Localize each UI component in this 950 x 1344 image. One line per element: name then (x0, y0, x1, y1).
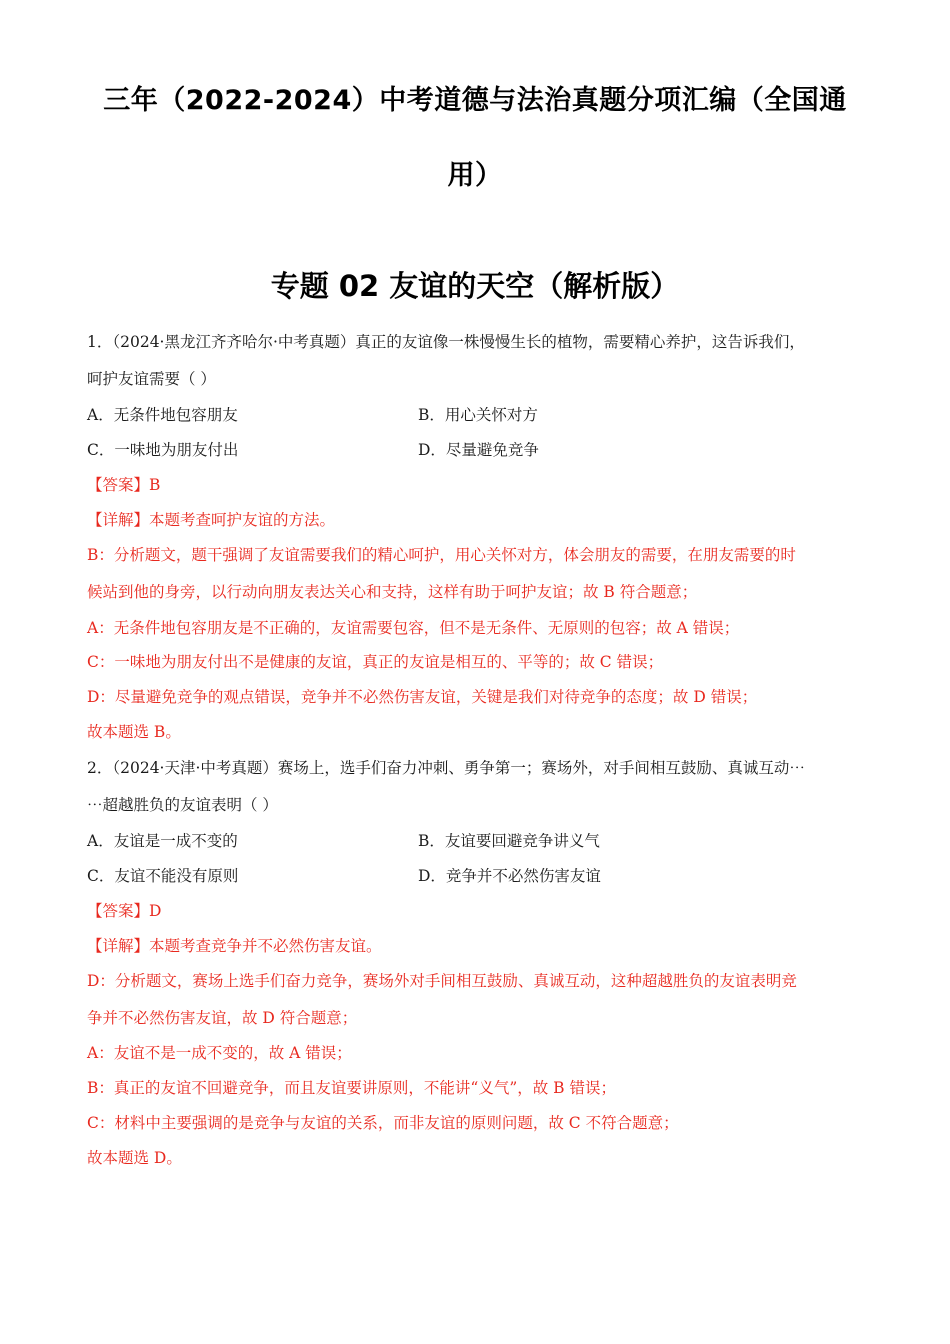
question-2-conclusion: 故本题选 D。 (87, 1149, 182, 1167)
question-2-analysis-line: D：分析题文，赛场上选手们奋力竞争，赛场外对手间相互鼓励、真诚互动，这种超越胜负的友谊表明竞 (87, 972, 797, 990)
question-1-analysis-line: C：一味地为朋友付出不是健康的友谊，真正的友谊是相互的、平等的；故 C 错误； (87, 653, 664, 671)
question-1-answer: 【答案】B (87, 476, 161, 494)
question-1-option-c: C．一味地为朋友付出 (87, 441, 239, 459)
question-1-analysis-head: 【详解】本题考查呵护友谊的方法。 (87, 511, 336, 529)
question-1-option-a: A．无条件地包容朋友 (87, 406, 238, 424)
question-2-stem-line-1: 2．（2024·天津·中考真题）赛场上，选手们奋力冲刺、勇争第一；赛场外，对手间相互鼓励、真诚互动⋯ (87, 759, 805, 777)
question-2-analysis-line: C：材料中主要强调的是竞争与友谊的关系，而非友谊的原则问题，故 C 不符合题意； (87, 1114, 679, 1132)
topic-subtitle: 专题 02 友谊的天空（解析版） (270, 269, 680, 303)
document-title-line-2: 用） (447, 160, 503, 191)
question-2-answer: 【答案】D (87, 902, 162, 920)
question-1-conclusion: 故本题选 B。 (87, 723, 181, 741)
question-2-stem-line-2: ⋯超越胜负的友谊表明（ ） (87, 796, 278, 814)
question-2-analysis-head: 【详解】本题考查竞争并不必然伤害友谊。 (87, 937, 382, 955)
question-2-option-c: C．友谊不能没有原则 (87, 867, 239, 885)
document-title-line-1: 三年（2022-2024）中考道德与法治真题分项汇编（全国通 (103, 85, 847, 116)
question-1-option-b: B．用心关怀对方 (418, 406, 538, 424)
question-2-analysis-line: 争并不必然伤害友谊，故 D 符合题意； (87, 1009, 358, 1027)
question-2-option-a: A．友谊是一成不变的 (87, 832, 238, 850)
question-1-analysis-line: D：尽量避免竞争的观点错误，竞争并不必然伤害友谊，关键是我们对待竞争的态度；故 D 错误； (87, 688, 758, 706)
question-1-option-d: D．尽量避免竞争 (418, 441, 539, 459)
question-1-analysis-line: B：分析题文，题干强调了友谊需要我们的精心呵护，用心关怀对方，体会朋友的需要，在朋友需要的时 (87, 546, 796, 564)
question-1-stem-line-2: 呵护友谊需要（ ） (87, 370, 216, 388)
question-2-analysis-line: B：真正的友谊不回避竞争，而且友谊要讲原则，不能讲“义气”，故 B 错误； (87, 1079, 616, 1097)
question-1-analysis-line: 候站到他的身旁，以行动向朋友表达关心和支持，这样有助于呵护友谊；故 B 符合题意； (87, 583, 698, 601)
question-1-stem-line-1: 1．（2024·黑龙江齐齐哈尔·中考真题）真正的友谊像一株慢慢生长的植物，需要精心养护，这告诉我们， (87, 333, 805, 351)
question-2-analysis-line: A：友谊不是一成不变的，故 A 错误； (87, 1044, 352, 1062)
question-2-option-d: D．竞争并不必然伤害友谊 (418, 867, 601, 885)
question-2-option-b: B．友谊要回避竞争讲义气 (418, 832, 600, 850)
question-1-analysis-line: A：无条件地包容朋友是不正确的，友谊需要包容，但不是无条件、无原则的包容；故 A 错误； (87, 619, 740, 637)
